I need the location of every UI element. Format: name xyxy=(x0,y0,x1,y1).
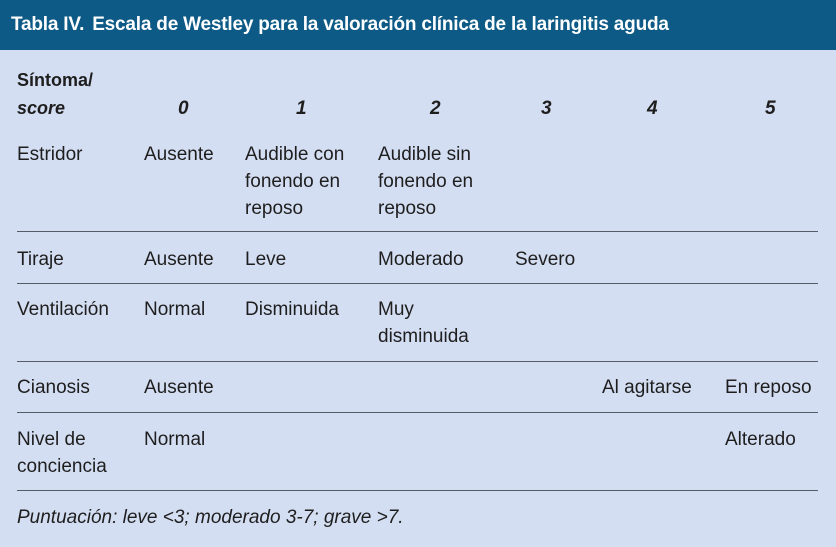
score-header-3: 3 xyxy=(541,98,552,119)
table-cell: Ausente xyxy=(144,249,214,270)
table-cell: Leve xyxy=(245,249,287,270)
table-title-bar xyxy=(0,0,836,50)
table-title: Escala de Westley para la valoración clínica de la laringitis aguda xyxy=(92,14,669,35)
table-cell: Alterado xyxy=(725,429,796,450)
table-cell: Al agitarse xyxy=(602,377,692,398)
table-cell: Audible con fonendo en reposo xyxy=(245,144,345,219)
row-divider xyxy=(17,412,818,413)
table-cell: Normal xyxy=(144,429,206,450)
table-footnote: Puntuación: leve <3; moderado 3-7; grave >7. xyxy=(17,507,404,528)
score-header-0: 0 xyxy=(178,98,189,119)
symptom-header-line1: Síntoma/ xyxy=(17,70,94,90)
score-header-2: 2 xyxy=(430,98,441,119)
score-header-1: 1 xyxy=(296,98,307,119)
row-symptom: Nivel de conciencia xyxy=(17,429,107,477)
symptom-header-line2: score xyxy=(17,98,66,118)
table-cell: Normal xyxy=(144,299,206,320)
row-symptom: Estridor xyxy=(17,144,83,165)
table-cell: Muy disminuida xyxy=(378,299,469,347)
row-symptom: Tiraje xyxy=(17,249,64,270)
row-divider xyxy=(17,361,818,362)
row-divider xyxy=(17,231,818,232)
table-cell: Moderado xyxy=(378,249,464,270)
table-cell: Ausente xyxy=(144,144,214,165)
table-cell: Disminuida xyxy=(245,299,339,320)
table-cell: Ausente xyxy=(144,377,214,398)
table-number: Tabla IV. xyxy=(11,14,85,35)
score-header-4: 4 xyxy=(647,98,658,119)
row-symptom: Cianosis xyxy=(17,377,90,398)
row-divider xyxy=(17,490,818,491)
table-cell: Audible sin fonendo en reposo xyxy=(378,144,474,219)
table-cell: Severo xyxy=(515,249,576,270)
row-symptom: Ventilación xyxy=(17,299,109,320)
row-divider xyxy=(17,283,818,284)
score-header-5: 5 xyxy=(765,98,776,119)
table-cell: En reposo xyxy=(725,377,812,398)
